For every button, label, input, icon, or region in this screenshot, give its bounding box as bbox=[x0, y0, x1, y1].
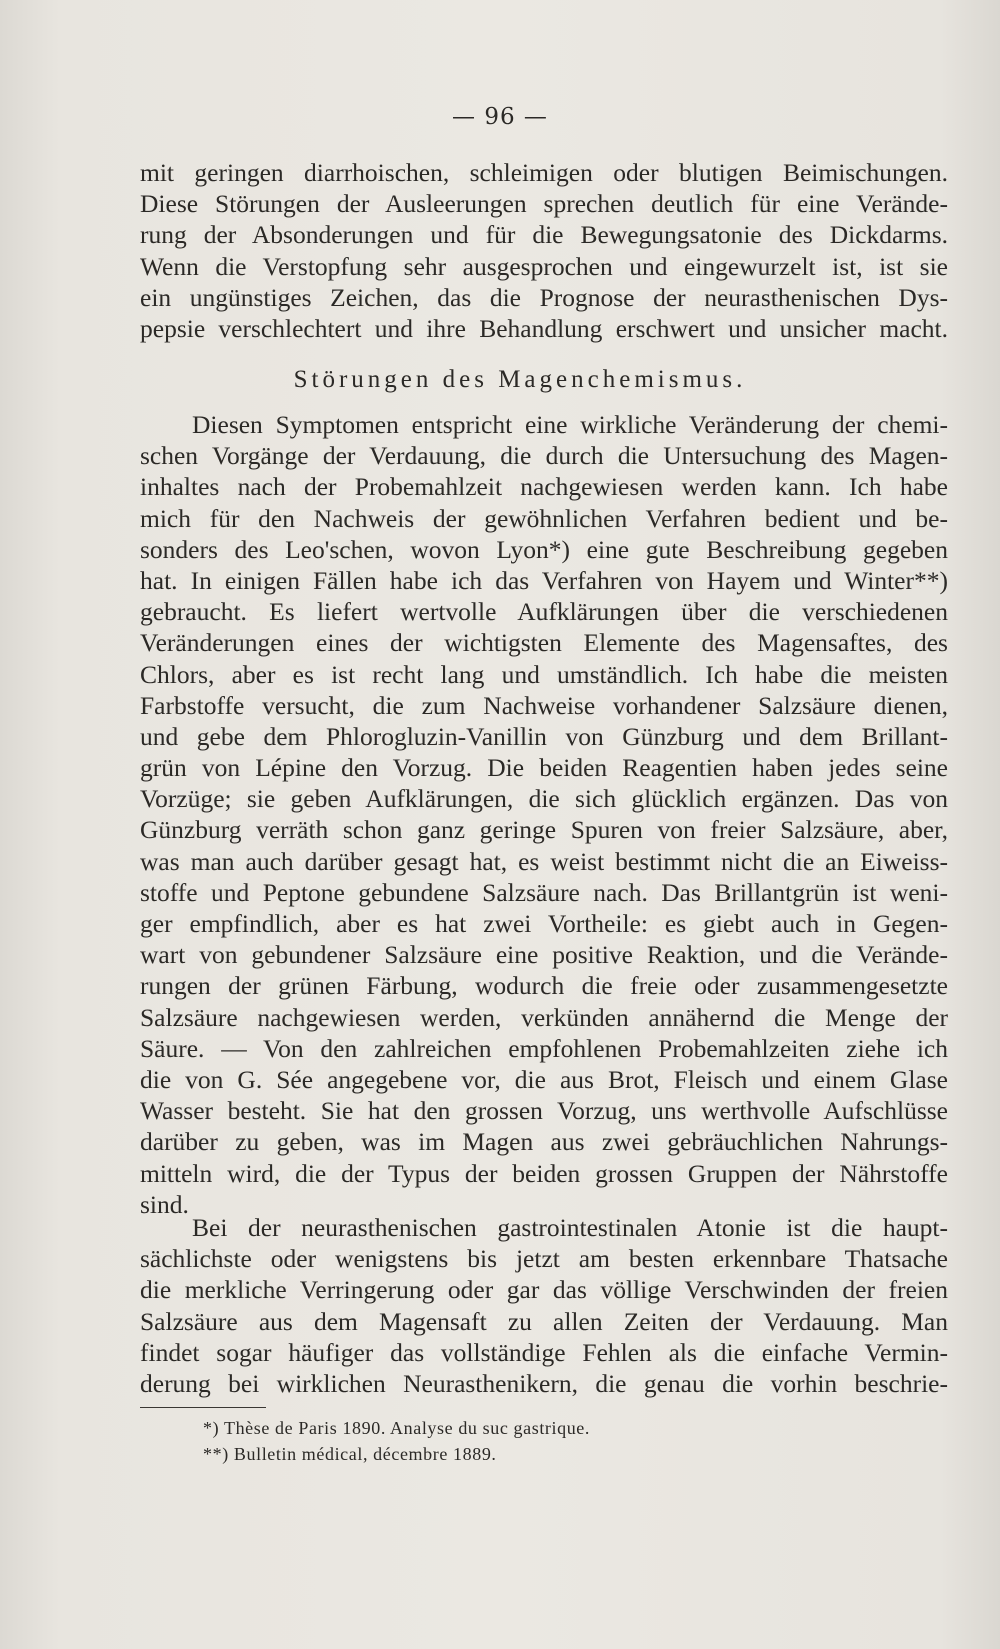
text-line: mitteln wird, die der Typus der beiden grossen Gruppen der Nährstoffe bbox=[140, 1158, 948, 1188]
text-line: wart von gebundener Salzsäure eine positive Reaktion, und die Verände- bbox=[140, 940, 948, 970]
text-line: Diesen Symptomen entspricht eine wirkliche Veränderung der chemi- bbox=[192, 410, 948, 439]
text-line: was man auch darüber gesagt hat, es weist bestimmt nicht die an Eiweiss- bbox=[140, 846, 948, 876]
text-line: die von G. Sée angegebene vor, die aus Brot, Fleisch und einem Glase bbox=[140, 1064, 948, 1094]
text-line: Salzsäure nachgewiesen werden, verkünden annähernd die Menge der bbox=[140, 1002, 948, 1032]
paragraph-1 bbox=[140, 157, 948, 344]
footnotes bbox=[203, 1415, 590, 1467]
paragraph-2 bbox=[140, 409, 948, 1220]
text-line: rung der Absonderungen und für die Bewegungsatonie des Dickdarms. bbox=[140, 220, 948, 250]
text-line: Vorzüge; sie geben Aufklärungen, die sich glücklich ergänzen. Das von bbox=[140, 784, 948, 814]
text-line: mich für den Nachweis der gewöhnlichen Verfahren bedient und be- bbox=[140, 503, 948, 533]
text-line: grün von Lépine den Vorzug. Die beiden Reagentien haben jedes seine bbox=[140, 753, 948, 783]
text-line: findet sogar häufiger das vollständige Fehlen als die einfache Vermin- bbox=[140, 1337, 948, 1367]
text-line: Bei der neurasthenischen gastrointestinalen Atonie ist die haupt- bbox=[192, 1213, 948, 1242]
text-line: pepsie verschlechtert und ihre Behandlung erschwert und unsicher macht. bbox=[140, 313, 948, 343]
text-line: rungen der grünen Färbung, wodurch die freie oder zusammengesetzte bbox=[140, 971, 948, 1001]
footnote-divider bbox=[140, 1407, 266, 1408]
text-line: darüber zu geben, was im Magen aus zwei gebräuchlichen Nahrungs- bbox=[140, 1127, 948, 1157]
text-line: gebraucht. Es liefert wertvolle Aufklärungen über die verschiedenen bbox=[140, 597, 948, 627]
footnote-1: *) Thèse de Paris 1890. Analyse du suc gastrique. bbox=[203, 1418, 591, 1438]
text-line: Farbstoffe versucht, die zum Nachweise vorhandener Salzsäure dienen, bbox=[140, 690, 948, 720]
footnote-2: **) Bulletin médical, décembre 1889. bbox=[203, 1444, 497, 1464]
text-line: inhaltes nach der Probemahlzeit nachgewiesen werden kann. Ich habe bbox=[140, 472, 948, 502]
text-line: Wenn die Verstopfung sehr ausgesprochen und eingewurzelt ist, ist sie bbox=[140, 251, 948, 281]
text-line: derung bei wirklichen Neurasthenikern, die genau die vorhin beschrie- bbox=[140, 1368, 948, 1398]
text-line: Veränderungen eines der wichtigsten Elemente des Magensaftes, des bbox=[140, 628, 948, 658]
text-line: Diese Störungen der Ausleerungen sprechen deutlich für eine Verände- bbox=[140, 189, 948, 219]
text-line: Chlors, aber es ist recht lang und umständlich. Ich habe die meisten bbox=[140, 659, 948, 689]
text-line: sonders des Leo'schen, wovon Lyon*) eine gute Beschreibung gegeben bbox=[140, 534, 948, 564]
text-line: Günzburg verräth schon ganz geringe Spuren von freier Salzsäure, aber, bbox=[140, 815, 948, 845]
text-line: mit geringen diarrhoischen, schleimigen oder blutigen Beimischungen. bbox=[140, 158, 948, 187]
paragraph-3 bbox=[140, 1212, 948, 1399]
text-line: sind. bbox=[140, 1189, 189, 1219]
text-line: schen Vorgänge der Verdauung, die durch die Untersuchung des Magen- bbox=[140, 441, 948, 471]
section-heading: Störungen des Magenchemismus. bbox=[293, 366, 747, 393]
text-line: die merkliche Verringerung oder gar das völlige Verschwinden der freien bbox=[140, 1275, 948, 1305]
text-line: Säure. — Von den zahlreichen empfohlenen Probemahlzeiten ziehe ich bbox=[140, 1033, 948, 1063]
text-line: Salzsäure aus dem Magensaft zu allen Zeiten der Verdauung. Man bbox=[140, 1306, 948, 1336]
text-line: und gebe dem Phlorogluzin-Vanillin von Günzburg und dem Brillant- bbox=[140, 721, 948, 751]
text-line: ger empfindlich, aber es hat zwei Vortheile: es giebt auch in Gegen- bbox=[140, 909, 948, 938]
page-number: — 96 — bbox=[452, 104, 548, 130]
text-line: ein ungünstiges Zeichen, das die Prognose der neurasthenischen Dys- bbox=[140, 282, 948, 312]
text-line: Wasser besteht. Sie hat den grossen Vorzug, uns werthvolle Aufschlüsse bbox=[140, 1096, 948, 1126]
text-line: hat. In einigen Fällen habe ich das Verfahren von Hayem und Winter**) bbox=[140, 565, 948, 595]
text-line: sächlichste oder wenigstens bis jetzt am besten erkennbare Thatsache bbox=[140, 1244, 948, 1274]
text-line: stoffe und Peptone gebundene Salzsäure nach. Das Brillantgrün ist weni- bbox=[140, 877, 948, 907]
